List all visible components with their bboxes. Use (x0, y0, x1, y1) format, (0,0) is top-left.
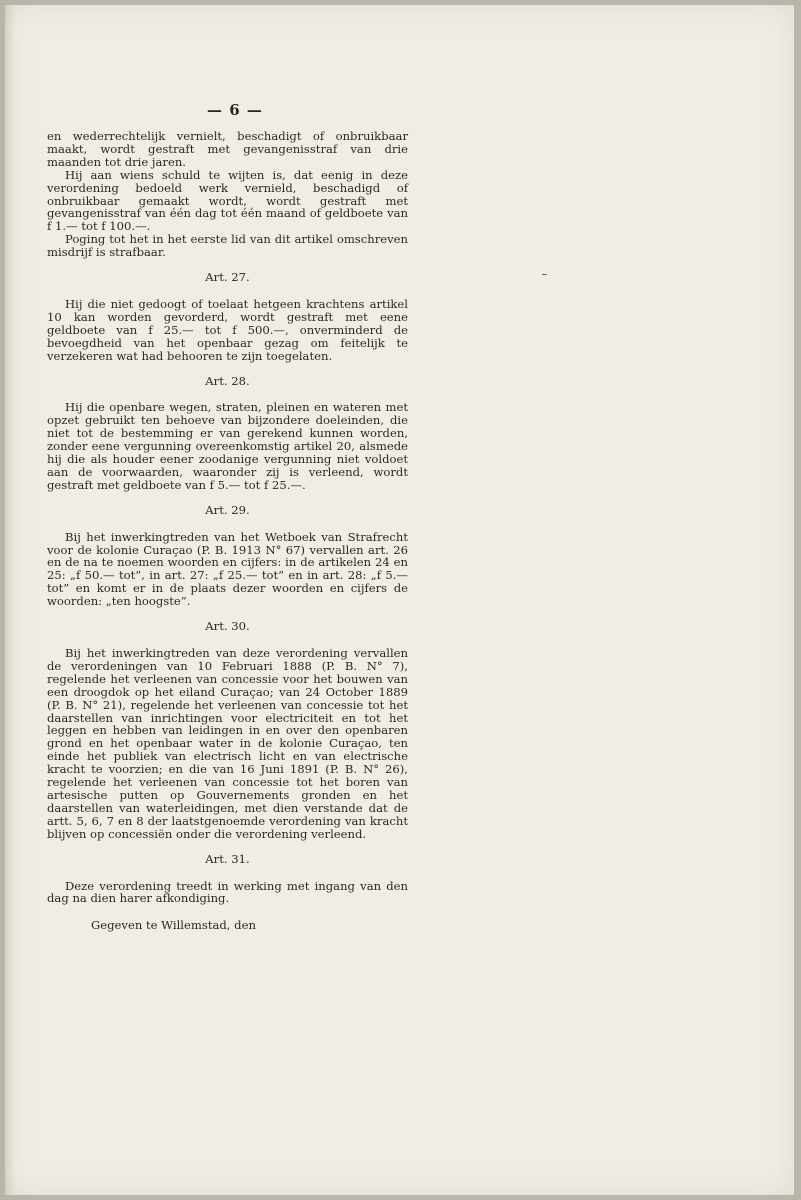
article-text: Hij die niet gedoogt of toelaat hetgeen krachtens artikel 10 kan worden gevorderd, wordt gestraft met eene geldboete van f 25.— tot f 500.—, onverminderd de bevoegdheid van het openbaar gezag om feitelijk te verzekeren wat had behooren te zijn toegelaten. (47, 296, 408, 363)
article-heading: Art. 29. (205, 502, 250, 517)
paragraph-attempt: Poging tot het in het eerste lid van dit artikel omschreven misdrijf is strafbaar. (47, 232, 408, 260)
paragraph-negligence: Hij aan wiens schuld te wijten is, dat eenig in deze verordening bedoeld werk vernield, beschadigd of onbruikbaar gemaakt wordt, wordt gestraft met gevangenisstraf van één dag tot één maand of geldboete van f 1.— tot f 100.—. (47, 167, 408, 234)
article-heading: Art. 30. (205, 619, 250, 634)
page-number: — 6 — (207, 101, 263, 119)
document-body (47, 130, 408, 932)
article-heading: Art. 27. (205, 270, 250, 285)
closing-line: Gegeven te Willemstad, den (91, 918, 256, 933)
article-heading: Art. 31. (205, 851, 250, 866)
article-text: Bij het inwerkingtreden van het Wetboek van Strafrecht voor de kolonie Curaçao (P. B. 1913 N° 67) vervallen art. 26 en de na te noemen woorden en cijfers: in de artikelen 24 en 25: „f 50.— tot”, in art. 27: „f 25.— tot” en in art. 28: „f 5.— tot” en komt er in de plaats dezer woorden en cijfers de woorden: „ten hoogste”. (47, 529, 408, 609)
document-page (5, 5, 794, 1195)
article-text: Hij die openbare wegen, straten, pleinen en wateren met opzet gebruikt ten behoeve van bijzondere doeleinden, die niet tot de bestemming er van gerekend kunnen worden, zonder eene vergunning overeenkomstig artikel 20, alsmede hij die als houder eener zoodanige vergunning niet voldoet aan de voorwaarden, waaronder zij is verleend, wordt gestraft met geldboete van f 5.— tot f 25.—. (47, 400, 408, 492)
article-text: Deze verordening treedt in werking met ingang van den dag na dien harer afkondiging. (47, 878, 408, 906)
paragraph-continuation: en wederrechtelijk vernielt, beschadigt of onbruikbaar maakt, wordt gestraft met gevangenisstraf van drie maanden tot drie jaren. (47, 129, 408, 169)
article-text: Bij het inwerkingtreden van deze verordening vervallen de verordeningen van 10 Februari 1888 (P. B. N° 7), regelende het verleenen van concessie voor het bouwen van een droogdok op het eiland Curaçao; van 24 October 1889 (P. B. N° 21), regelende het verleenen van concessie tot het daarstellen van inrichtingen voor electriciteit en tot het leggen en hebben van leidingen in en over den openbaren grond en het openbaar water in de kolonie Curaçao, ten einde het publiek van electrisch licht en van electrische kracht te voorzien; en die van 16 Juni 1891 (P. B. N° 26), regelende het verleenen van concessie tot het boren van artesische putten op Gouvernements gronden en het daarstellen van waterleidingen, met dien verstande dat de artt. 5, 6, 7 en 8 der laatstgenoemde verordening van kracht blijven op concessiën onder die verordening verleend. (47, 646, 408, 841)
paper-speck (542, 274, 547, 275)
article-heading: Art. 28. (205, 373, 250, 388)
